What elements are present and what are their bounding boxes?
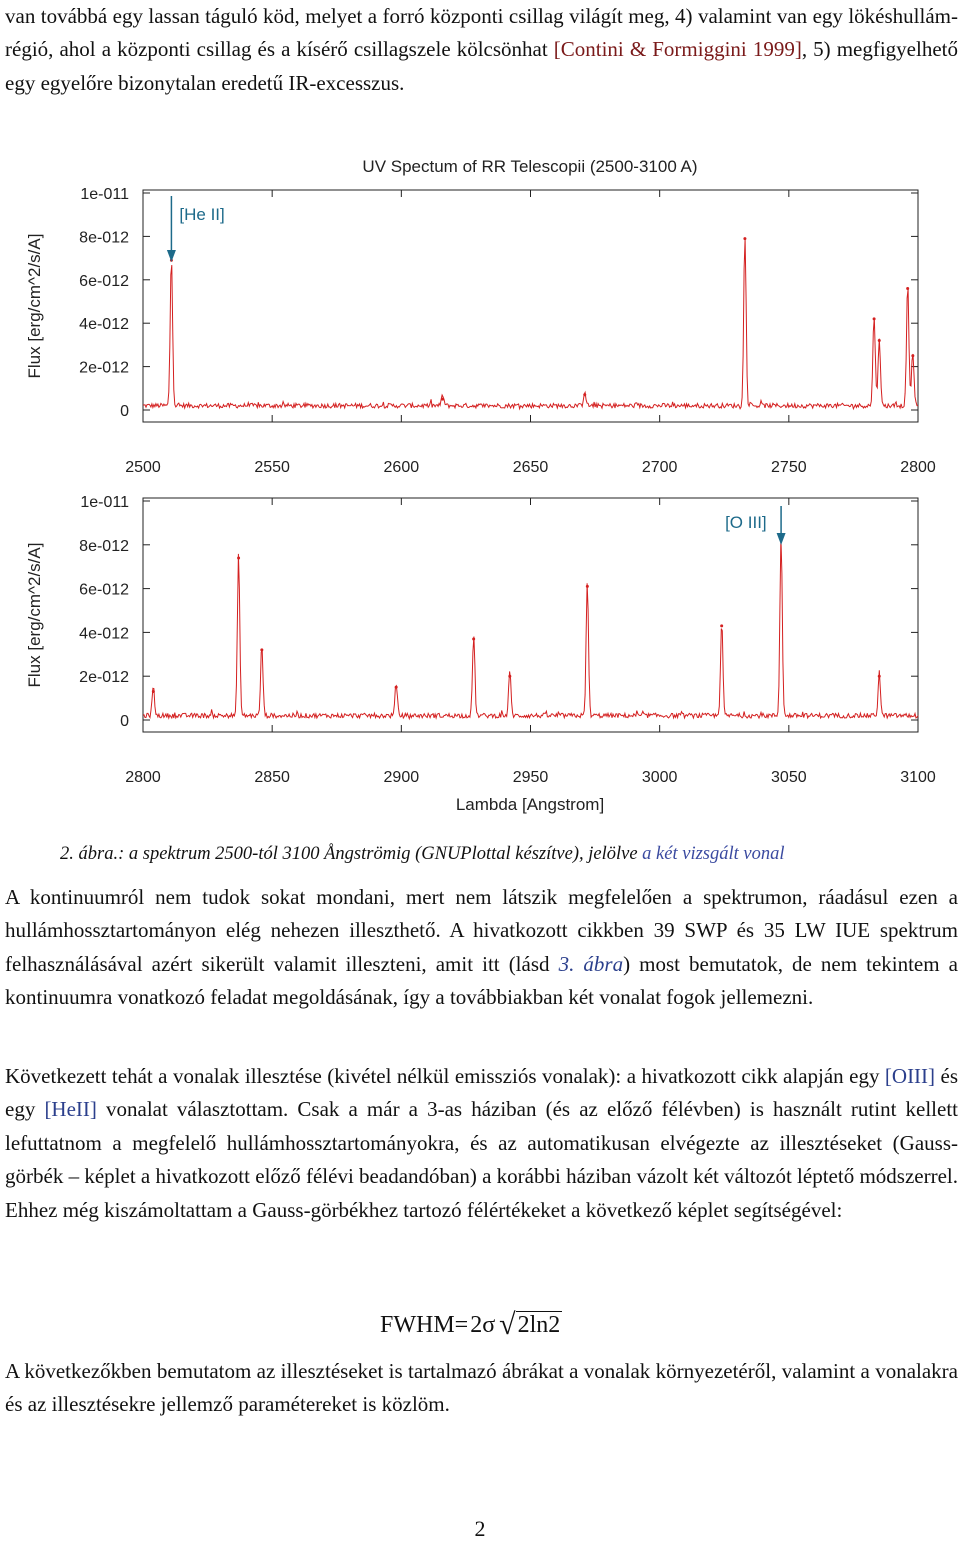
- annotation-label: [O III]: [725, 513, 767, 532]
- paragraph-continuum: [5, 881, 958, 1015]
- caption-link[interactable]: a két vizsgált vonal: [642, 844, 785, 864]
- y-axis-label: Flux [erg/cm^2/s/A]: [25, 542, 44, 688]
- page-number: 2: [474, 1516, 486, 1541]
- plot-frame-top: [143, 190, 918, 422]
- citation-link[interactable]: [Contini & Formiggini 1999]: [553, 37, 802, 62]
- emission-peak: [906, 287, 909, 290]
- x-tick-label: 2900: [383, 769, 420, 786]
- x-tick-label: 2750: [771, 459, 807, 476]
- emission-peak: [508, 675, 511, 678]
- y-tick-label: 4e-012: [79, 316, 129, 334]
- formula-lhs: FWHM: [380, 1312, 455, 1338]
- y-tick-label: 6e-012: [79, 581, 129, 599]
- x-tick-label: 2550: [254, 459, 290, 476]
- intro-paragraph: [5, 0, 958, 100]
- caption-text: : a spektrum 2500-tól 3100 Ångströmig (GNUPlottal készítve), jelölve: [118, 844, 643, 864]
- emission-peak: [743, 237, 746, 240]
- top-panel: [25, 186, 936, 476]
- p2-text-mid: és egy: [5, 1064, 958, 1122]
- formula-radicand: 2ln2: [517, 1312, 561, 1338]
- emission-peak: [873, 317, 876, 320]
- x-tick-label: 2950: [512, 769, 549, 786]
- formula-eq: =: [454, 1312, 469, 1338]
- figure-number: 2. ábra.: [60, 844, 119, 864]
- spectrum-line-bottom: [143, 536, 918, 718]
- x-tick-label: 2700: [641, 459, 678, 476]
- x-tick-label: 2650: [512, 459, 549, 476]
- p2-text-end: vonalat választottam. Csak a már a 3-as háziban (és az előző félévben) is használt rutint kellett lefuttatnom a megfelelő hullámhossztartományokra, és az automatikusan elvégezte az illesztéseket (Gauss-görbék – képlet a hivatkozott előző félévi beadandóban) a korábbi háziban vázolt két változót léptető módszerrel. Ehhez még kiszámoltattam a Gauss-görbékhez tartozó félértékeket a következő képlet segítségével:: [5, 1097, 959, 1222]
- annotation-arrowhead: [167, 250, 176, 262]
- plot-frame-bottom: [143, 498, 918, 732]
- y-tick-label: 8e-012: [79, 537, 129, 555]
- x-tick-label: 3000: [641, 769, 678, 786]
- emission-peak: [472, 637, 475, 640]
- figure-title: UV Spectum of RR Telescopii (2500-3100 A): [362, 157, 698, 176]
- emission-peak: [260, 648, 263, 651]
- emission-peak: [878, 339, 881, 342]
- x-tick-label: 2800: [900, 459, 936, 476]
- x-tick-label: 2600: [383, 459, 420, 476]
- paragraph-outro: A következőkben bemutatom az illesztéseket is tartalmazó ábrákat a vonalak környezetéről, valamint a vonalakra és az illesztésekre jellemző paramétereket is közlöm.: [5, 1359, 958, 1417]
- emission-peak: [583, 393, 586, 396]
- figure-caption: [60, 842, 960, 866]
- emission-peak: [720, 624, 723, 627]
- y-axis-label: Flux [erg/cm^2/s/A]: [25, 233, 44, 379]
- paragraph-lines: [5, 1060, 958, 1227]
- y-tick-label: 0: [120, 403, 129, 420]
- intro-text: van továbbá egy lassan táguló köd, melyet a forró központi csillag világít meg, 4) valamint van egy lökéshullám-régió, ahol a központi csillag és a kísérő csillagszele kölcsönhat: [5, 4, 958, 62]
- x-axis-label: Lambda [Angstrom]: [455, 795, 605, 814]
- intro-text-end: , 5) megfigyelhető egy egyelőre bizonytalan eredetű IR-excesszus.: [5, 37, 958, 95]
- p2-text: Következett tehát a vonalak illesztése (kivétel nélkül emissziós vonalak): a hivatkozott cikk alapján egy: [5, 1064, 885, 1088]
- emission-peak: [152, 690, 155, 693]
- x-tick-label: 2850: [254, 769, 290, 786]
- y-tick-label: 4e-012: [79, 625, 129, 643]
- y-tick-label: 1e-011: [80, 494, 129, 511]
- annotation-arrowhead: [777, 533, 786, 545]
- y-tick-label: 2e-012: [79, 359, 129, 377]
- sqrt-sign: √2ln2: [499, 1308, 561, 1341]
- y-tick-label: 2e-012: [79, 669, 129, 687]
- emission-peak: [911, 354, 914, 357]
- emission-peak: [878, 675, 881, 678]
- spectrum-line-top: [143, 238, 918, 409]
- emission-peak: [586, 585, 589, 588]
- y-tick-label: 1e-011: [80, 186, 129, 203]
- x-tick-label: 3050: [771, 769, 807, 786]
- fwhm-formula: [380, 1306, 562, 1340]
- bottom-panel: [25, 494, 936, 786]
- emission-peak: [237, 556, 240, 559]
- p1-text: A kontinuumról nem tudok sokat mondani, mert nem látszik megfelelően a spektrumon, ráadásul ezen a hullámhossztartományon elég nehezen illeszthető. A hivatkozott cikkben 39 SWP és 35 LW IUE spektrum felhasználásával azért sikerült valamit illeszteni, amit itt (lásd: [5, 885, 958, 976]
- formula-coef: 2σ: [470, 1312, 496, 1338]
- oiii-link[interactable]: [OIII]: [884, 1064, 936, 1088]
- p1-text-end: ) most bemutatok, de nem tekintem a kontinuumra vonatkozó feladat megoldásának, így a továbbiakban két vonalat fogok jellemezni.: [5, 951, 958, 1010]
- heii-link[interactable]: [HeII]: [44, 1097, 97, 1122]
- emission-peak: [441, 398, 444, 401]
- x-tick-label: 2500: [125, 459, 161, 476]
- x-tick-label: 2800: [125, 769, 161, 786]
- emission-peak: [395, 686, 398, 689]
- y-tick-label: 8e-012: [79, 229, 129, 247]
- figure-3-link[interactable]: 3. ábra: [558, 951, 624, 976]
- y-tick-label: 6e-012: [79, 272, 129, 290]
- annotation-label: [He II]: [179, 205, 225, 224]
- x-tick-label: 3100: [900, 769, 936, 786]
- y-tick-label: 0: [120, 713, 129, 730]
